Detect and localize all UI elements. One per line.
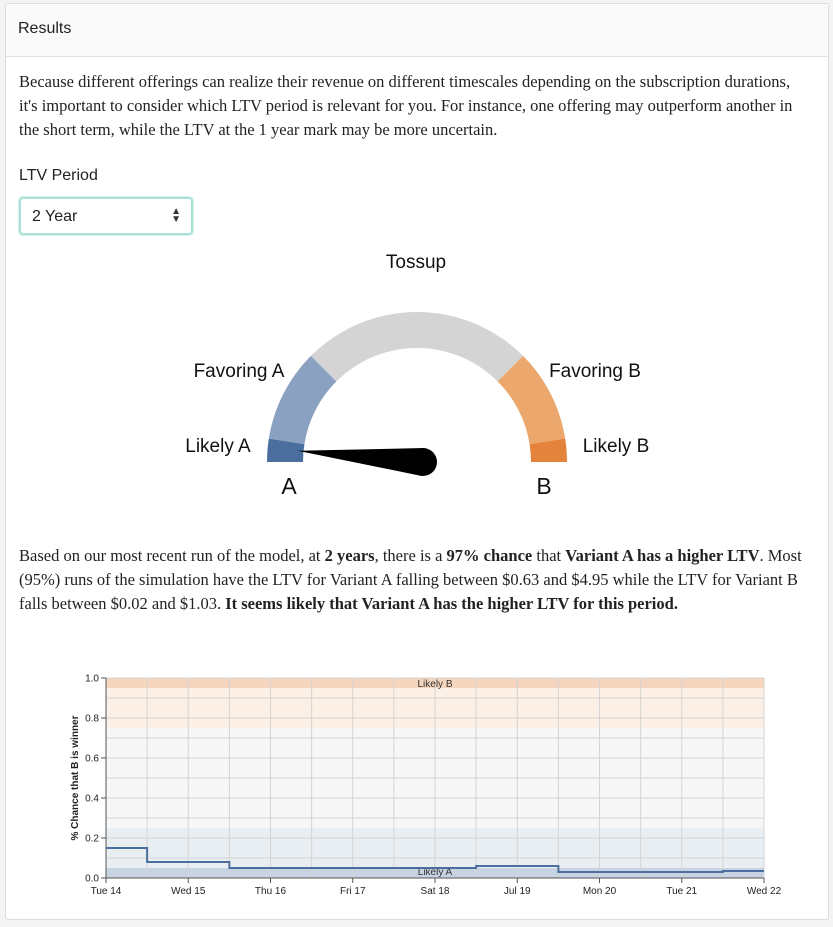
gauge-label-tossup: Tossup: [385, 252, 447, 273]
summary-winner: Variant A has a higher LTV: [565, 546, 760, 565]
gauge-label-likely-a: Likely A: [185, 436, 251, 457]
x-tick-label: Tue 14: [90, 886, 122, 897]
ltv-period-label: LTV Period: [19, 167, 98, 184]
summary-chance: 97% chance: [446, 546, 533, 565]
x-tick-label: Wed 15: [171, 886, 206, 897]
summary-text: Based on our most recent run of the model, at 2 years, there is a 97% chance that Variant A has a higher LTV. Most (95%) runs of the simulation have the LTV for Variant A falling between $0.63 and $4.95 while the LTV for Variant B falls between $0.02 and $1.03. It seems likely that Variant A has the higher LTV for this period.: [19, 546, 802, 613]
gauge-label-favoring-b: Favoring B: [549, 361, 641, 382]
ltv-period-value: 2 Year: [32, 208, 78, 225]
gauge-label-favoring-a: Favoring A: [193, 361, 285, 382]
y-tick-label: 0.2: [85, 833, 99, 845]
gauge-label-likely-b: Likely B: [582, 436, 650, 457]
band-label-likely-b: Likely B: [417, 679, 453, 690]
summary-conclusion: It seems likely that Variant A has the higher LTV for this period.: [225, 594, 678, 613]
band-label-likely-a: Likely A: [417, 867, 453, 878]
y-tick-label: 0.6: [85, 753, 99, 765]
x-tick-label: Wed 22: [746, 886, 782, 897]
panel-header: [6, 4, 828, 57]
x-tick-label: Sat 18: [420, 886, 450, 897]
gauge-end-label-b: B: [536, 473, 552, 499]
chart-y-axis-label: % Chance that B is winner: [70, 715, 81, 841]
y-tick-label: 0.8: [85, 713, 99, 725]
ltv-period-select[interactable]: [19, 197, 193, 235]
summary-period: 2 years: [324, 546, 375, 565]
gauge-needle: [298, 448, 437, 476]
x-tick-label: Fri 17: [339, 886, 366, 897]
panel-title: Results: [18, 20, 72, 37]
probability-chart: [60, 665, 782, 905]
x-tick-label: Jul 19: [503, 886, 531, 897]
select-arrows-icon: ▲ ▼: [171, 206, 181, 225]
x-tick-label: Thu 16: [254, 886, 287, 897]
x-tick-label: Tue 21: [666, 886, 698, 897]
probability-gauge: [0, 240, 833, 520]
x-tick-label: Mon 20: [582, 886, 617, 897]
intro-text: Because different offerings can realize their revenue on different timescales depending on the subscription durations, it's important to consider which LTV period is relevant for you. For instance, one offering may outperform another in the short term, while the LTV at the 1 year mark may be more uncertain.: [19, 72, 793, 139]
gauge-arc-tossup: [311, 312, 523, 381]
y-tick-label: 0.0: [85, 873, 99, 885]
y-tick-label: 1.0: [85, 673, 99, 685]
y-tick-label: 0.4: [85, 793, 99, 805]
gauge-end-label-a: A: [281, 473, 297, 499]
